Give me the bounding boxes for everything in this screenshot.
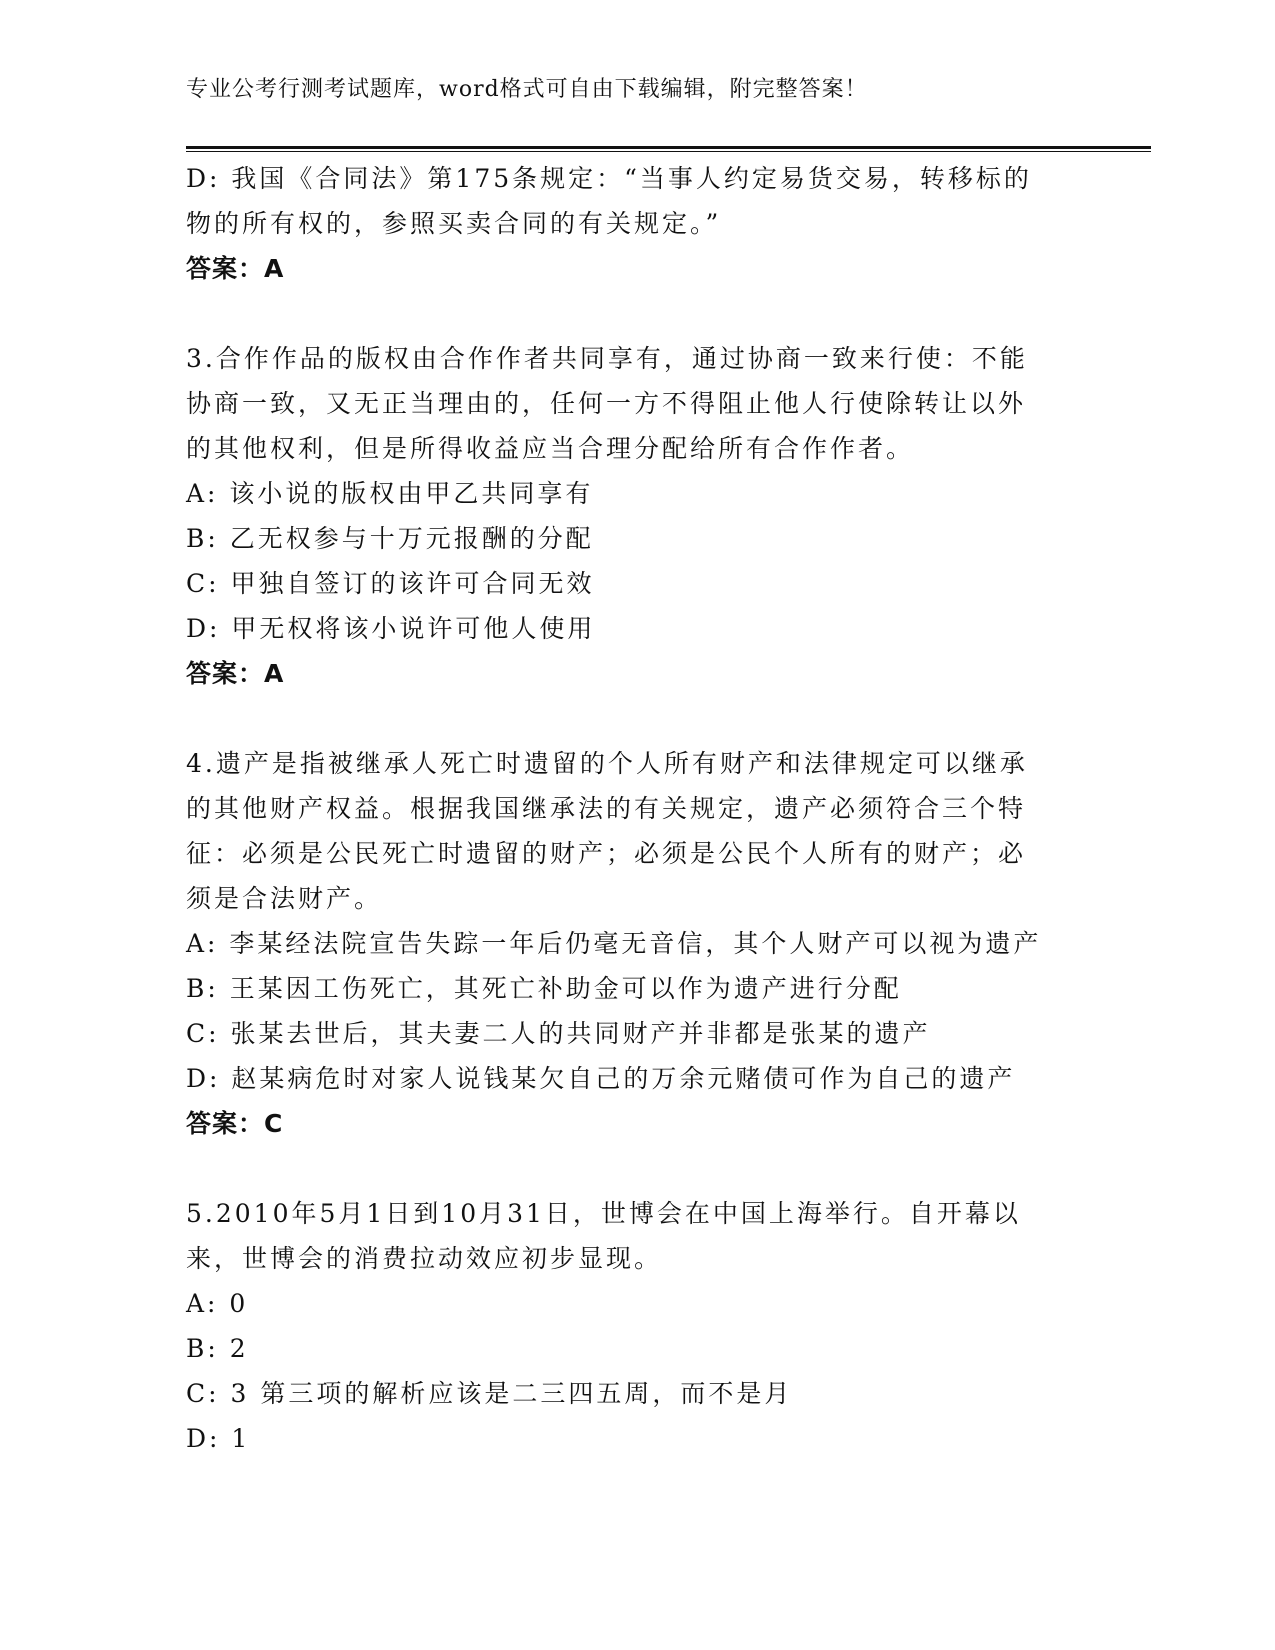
question-content xyxy=(186,156,1086,1461)
question-3 xyxy=(186,336,1086,696)
option-b: B: 乙无权参与十万元报酬的分配 xyxy=(186,524,594,553)
option-d: D: 甲无权将该小说许可他人使用 xyxy=(186,614,596,643)
answer-label: 答案：A xyxy=(186,659,285,688)
question-stem-line: 3.合作作品的版权由合作作者共同享有，通过协商一致来行使：不能 xyxy=(186,344,1028,373)
question-stem-line: 的其他权利，但是所得收益应当合理分配给所有合作作者。 xyxy=(186,434,915,463)
page-header: 专业公考行测考试题库，word格式可自由下载编辑，附完整答案！ xyxy=(186,77,868,102)
option-a: A: 0 xyxy=(186,1289,249,1318)
question-5 xyxy=(186,1191,1086,1461)
option-a: A: 李某经法院宣告失踪一年后仍毫无音信，其个人财产可以视为遗产 xyxy=(186,929,1042,958)
answer-label: 答案：C xyxy=(186,1109,284,1138)
question-stem-line: 4.遗产是指被继承人死亡时遗留的个人所有财产和法律规定可以继承 xyxy=(186,749,1028,778)
spacer xyxy=(186,1146,1086,1191)
question-stem-line: 5.2010年5月1日到10月31日，世博会在中国上海举行。自开幕以 xyxy=(186,1199,1021,1228)
option-d-line: D: 我国《合同法》第175条规定：“当事人约定易货交易，转移标的 xyxy=(186,164,1032,193)
header-rule-thick xyxy=(186,146,1151,149)
question-stem-line: 须是合法财产。 xyxy=(186,884,383,913)
question-stem-line: 协商一致，又无正当理由的，任何一方不得阻止他人行使除转让以外 xyxy=(186,389,1027,418)
answer-label: 答案：A xyxy=(186,254,285,283)
question-stem-line: 征：必须是公民死亡时遗留的财产；必须是公民个人所有的财产；必 xyxy=(186,839,1027,868)
spacer xyxy=(186,696,1086,741)
option-b: B: 2 xyxy=(186,1334,249,1363)
option-c: C: 张某去世后，其夫妻二人的共同财产并非都是张某的遗产 xyxy=(186,1019,931,1048)
option-d-line: 物的所有权的，参照买卖合同的有关规定。” xyxy=(186,209,722,238)
option-c: C: 甲独自签订的该许可合同无效 xyxy=(186,569,595,598)
spacer xyxy=(186,291,1086,336)
question-2-tail xyxy=(186,156,1086,291)
header-rule-thin xyxy=(186,151,1151,152)
question-stem-line: 的其他财产权益。根据我国继承法的有关规定，遗产必须符合三个特 xyxy=(186,794,1027,823)
question-stem-line: 来，世博会的消费拉动效应初步显现。 xyxy=(186,1244,663,1273)
option-d: D: 1 xyxy=(186,1424,251,1453)
option-a: A: 该小说的版权由甲乙共同享有 xyxy=(186,479,594,508)
option-d: D: 赵某病危时对家人说钱某欠自己的万余元赌债可作为自己的遗产 xyxy=(186,1064,1016,1093)
option-c: C: 3 第三项的解析应该是二三四五周，而不是月 xyxy=(186,1379,793,1408)
option-b: B: 王某因工伤死亡，其死亡补助金可以作为遗产进行分配 xyxy=(186,974,902,1003)
question-4 xyxy=(186,741,1086,1146)
